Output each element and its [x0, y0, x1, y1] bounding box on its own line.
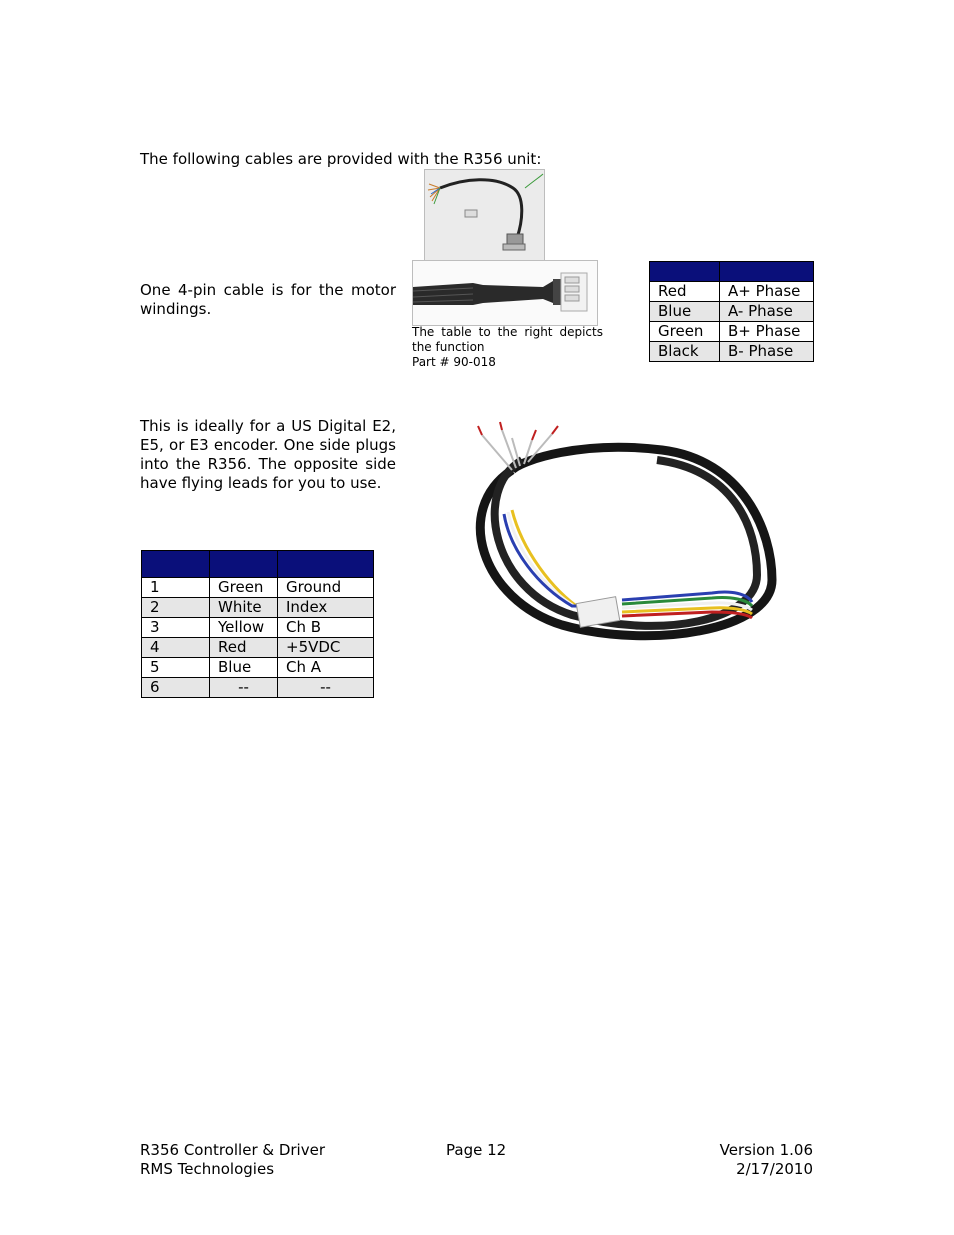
table-row: [650, 282, 814, 302]
wire-color: Green: [650, 322, 720, 342]
cable-illustration-top: [425, 170, 544, 261]
caption-function: The table to the right depicts the function: [412, 325, 603, 354]
pin-number: 2: [142, 598, 210, 618]
table-row: [142, 618, 374, 638]
wire-color: Yellow: [210, 618, 278, 638]
wire-color: Green: [210, 578, 278, 598]
wire-function: --: [278, 678, 374, 698]
wire-color: Red: [650, 282, 720, 302]
encoder-cable-description: This is ideally for a US Digital E2, E5, or E3 encoder. One side plugs into the R356. The opposite side have flying leads for you to use.: [140, 417, 396, 492]
wire-function: B- Phase: [720, 342, 814, 362]
table-header-row: [142, 551, 374, 578]
table-header-cell: [278, 551, 374, 578]
footer-version: Version 1.06: [719, 1141, 813, 1159]
wire-function: Ground: [278, 578, 374, 598]
motor-cable-caption: [412, 325, 603, 370]
table-row: [142, 658, 374, 678]
wire-color: White: [210, 598, 278, 618]
wire-color: --: [210, 678, 278, 698]
table-row: [142, 678, 374, 698]
wire-function: Index: [278, 598, 374, 618]
pin-number: 4: [142, 638, 210, 658]
wire-function: Ch B: [278, 618, 374, 638]
table-header-cell: [650, 262, 720, 282]
pin-number: 6: [142, 678, 210, 698]
table-header-cell: [210, 551, 278, 578]
motor-cable-description: One 4-pin cable is for the motor windings.: [140, 281, 396, 318]
table-header-cell: [142, 551, 210, 578]
pin-number: 3: [142, 618, 210, 638]
cable-photo-top: [424, 169, 545, 262]
encoder-cable-illustration: [412, 400, 788, 650]
motor-wiring-table: [649, 261, 814, 362]
table-row: [142, 578, 374, 598]
pin-number: 5: [142, 658, 210, 678]
footer-date: 2/17/2010: [736, 1160, 813, 1178]
wire-color: Blue: [650, 302, 720, 322]
wire-function: B+ Phase: [720, 322, 814, 342]
table-header-cell: [720, 262, 814, 282]
intro-text: The following cables are provided with the R356 unit:: [140, 150, 542, 168]
motor-cable-illustration: [413, 261, 597, 325]
wire-color: Black: [650, 342, 720, 362]
footer-left: [140, 1141, 325, 1179]
wire-color: Red: [210, 638, 278, 658]
wire-function: A- Phase: [720, 302, 814, 322]
table-row: [650, 322, 814, 342]
table-row: [650, 302, 814, 322]
table-row: [650, 342, 814, 362]
wire-function: A+ Phase: [720, 282, 814, 302]
wire-function: +5VDC: [278, 638, 374, 658]
encoder-pinout-table: [141, 550, 374, 698]
footer-right: [720, 1141, 813, 1179]
table-header-row: [650, 262, 814, 282]
encoder-cable-photo: [412, 400, 788, 650]
pin-number: 1: [142, 578, 210, 598]
footer-page-number: Page 12: [446, 1141, 507, 1159]
table-row: [142, 598, 374, 618]
motor-cable-photo: [412, 260, 598, 326]
table-row: [142, 638, 374, 658]
caption-part-number: Part # 90-018: [412, 355, 496, 369]
wire-function: Ch A: [278, 658, 374, 678]
wire-color: Blue: [210, 658, 278, 678]
footer-product: R356 Controller & Driver: [140, 1141, 325, 1159]
footer-company: RMS Technologies: [140, 1160, 275, 1178]
